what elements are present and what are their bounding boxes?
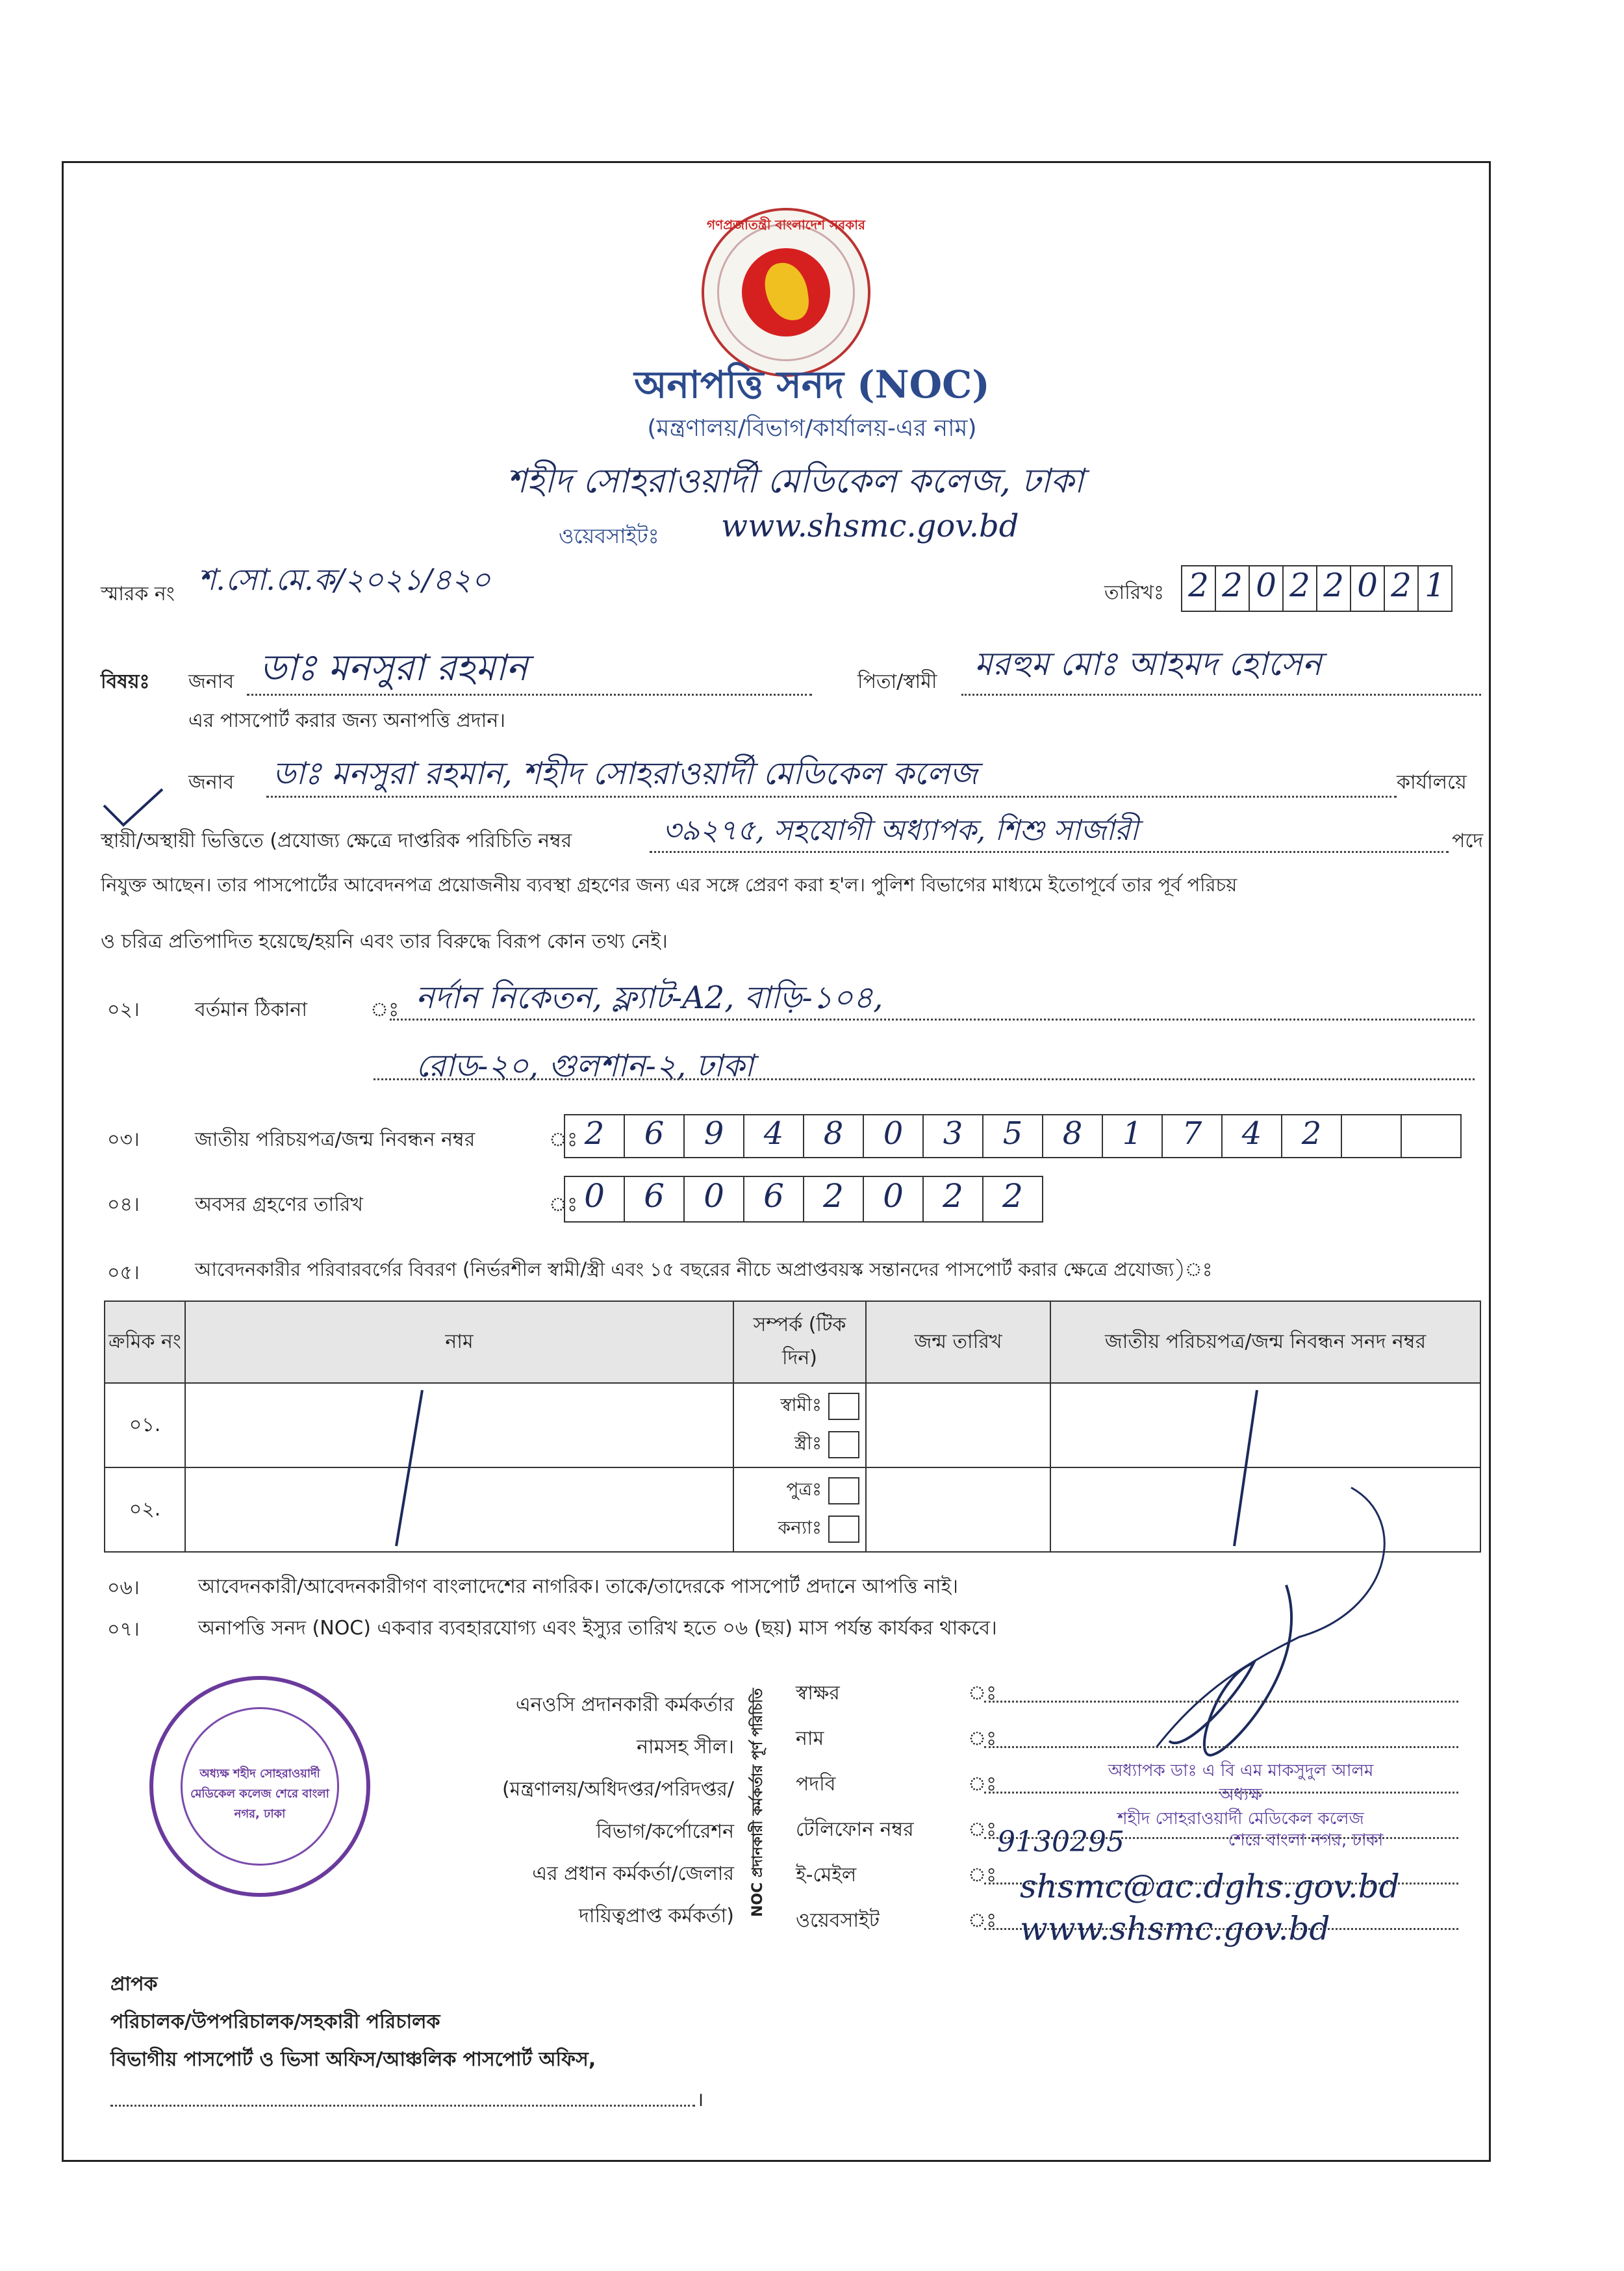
body-line2-suffix: পদে	[1452, 830, 1484, 852]
dotted-line	[110, 2105, 695, 2107]
retire-digit: 2	[1002, 1177, 1023, 1215]
line6: আবেদনকারী/আবেদনকারীগণ বাংলাদেশের নাগরিক। তাকে/তাদেরকে পাসপোর্ট প্রদানে আপত্তি নাই।	[198, 1575, 959, 1598]
date-digit: 2	[1216, 566, 1250, 611]
nid-digit: 5	[983, 1115, 1043, 1157]
colon: ঃ	[968, 1864, 997, 1886]
date-digit: 1	[1425, 566, 1445, 604]
official-id-value: ৩৯২৭৫, সহযোগী অধ্যাপক, শিশু সার্জারী	[663, 814, 1139, 847]
row-serial: ০১.	[105, 1383, 185, 1467]
address-line1: নর্দান নিকেতন, ফ্ল্যাট-A2, বাড়ি-১০৪,	[416, 980, 883, 1016]
colon: ঃ	[968, 1818, 997, 1841]
field-label-phone: টেলিফোন নম্বর	[796, 1818, 914, 1841]
retire-digit: 2	[924, 1177, 983, 1221]
field-label-signature: স্বাক্ষর	[796, 1682, 840, 1705]
dotted-line	[984, 1746, 1458, 1748]
date-digit: 2	[1182, 566, 1216, 611]
nid-digit: 4	[1223, 1115, 1282, 1157]
officer-line: (মন্ত্রণালয়/অধিদপ্তর/পরিদপ্তর/	[501, 1778, 734, 1801]
signature-mark	[1169, 1585, 1291, 1755]
retire-digit: 6	[625, 1177, 685, 1221]
nid-digit: 0	[864, 1115, 924, 1157]
signer-title: অধ্যক্ষ	[1219, 1785, 1262, 1805]
body-line3: নিযুক্ত আছেন। তার পাসপোর্টের আবেদনপত্র প্রয়োজনীয় ব্যবস্থা গ্রহণের জন্য এর সঙ্গে প্রেরণ করা হ'ল। পুলিশ বিভাগের মাধ্যমে ইতোপূর্বে তার পূর্ব পরিচয়	[101, 874, 1237, 896]
address-line2: রোড-২০, গুলশান-২, ঢাকা	[416, 1048, 754, 1084]
nid-digit: 9	[685, 1115, 744, 1157]
nid-digit: 2	[1282, 1115, 1342, 1157]
retire-digit: 6	[744, 1177, 804, 1221]
field-label-website: ওয়েবসাইট	[796, 1909, 880, 1932]
subject-label: বিষয়ঃ	[101, 670, 150, 693]
officer-line: বিভাগ/কর্পোরেশন	[596, 1820, 734, 1843]
strike-line	[396, 1390, 422, 1546]
nid-digit: 3	[924, 1115, 983, 1157]
relation-label: কন্যাঃ	[778, 1517, 822, 1538]
line7: অনাপত্তি সনদ (NOC) একবার ব্যবহারযোগ্য এবং ইস্যুর তারিখ হতে ০৬ (ছয়) মাস পর্যন্ত কার্যকর থাকবে।	[198, 1617, 997, 1640]
email-value: shsmc@ac.dghs.gov.bd	[1020, 1868, 1400, 1905]
relation-label: স্বামীঃ	[780, 1394, 822, 1415]
nid-digit: 4	[744, 1115, 804, 1157]
signature-flourish	[1156, 1488, 1384, 1747]
office-name: শহীদ সোহরাওয়ার্দী মেডিকেল কলেজ, ঢাকা	[507, 462, 1084, 501]
colon: ঃ	[370, 998, 400, 1021]
subject-line2: এর পাসপোর্ট করার জন্য অনাপত্তি প্রদান।	[188, 709, 505, 732]
officer-line: নামসহ সীল।	[637, 1736, 734, 1758]
father-name: মরহুম মোঃ আহমদ হোসেন	[974, 645, 1322, 683]
date-digit: 0	[1250, 566, 1284, 611]
item-number: ০৬।	[107, 1577, 140, 1599]
body-line2-prefix: স্থায়ী/অস্থায়ী ভিত্তিতে (প্রযোজ্য ক্ষেত্রে দাপ্তরিক পরিচিতি নম্বর	[101, 830, 572, 852]
office-stamp	[149, 1676, 370, 1897]
office-suffix: কার্যালয়ে	[1397, 771, 1467, 794]
recipient-label: প্রাপক	[110, 1973, 158, 1996]
nid-digit: 8	[1043, 1115, 1103, 1157]
item-number: ০৭।	[107, 1618, 140, 1641]
colon: ঃ	[968, 1773, 997, 1795]
body-janab: জনাব	[188, 771, 235, 794]
stamp-text: অধ্যক্ষ শহীদ সোহরাওয়ার্দী মেডিকেল কলেজ শেরে বাংলা নগর, ঢাকা	[190, 1767, 329, 1821]
retire-digit: 2	[804, 1177, 864, 1221]
recipient-end: ।	[696, 2088, 704, 2111]
memo-label: স্মারক নং	[101, 583, 175, 605]
item-number: ০৩।	[107, 1128, 140, 1151]
website-value-footer: www.shsmc.gov.bd	[1020, 1910, 1330, 1947]
dotted-line	[984, 1701, 1458, 1703]
website-label: ওয়েবসাইটঃ	[559, 524, 659, 548]
nid-digit: 7	[1163, 1115, 1223, 1157]
header-name: নাম	[185, 1301, 733, 1383]
phone-value: 9130295	[997, 1825, 1124, 1859]
subject-janab: জনাব	[188, 670, 235, 693]
colon: ঃ	[968, 1727, 997, 1750]
officer-line: এর প্রধান কর্মকর্তা/জেলার	[532, 1862, 734, 1885]
date-digit: 2	[1385, 566, 1419, 611]
date-digit: 0	[1351, 566, 1385, 611]
memo-value: শ.সো.মে.ক/২০২১/৪২০	[198, 562, 491, 597]
nid-digit: 6	[625, 1115, 685, 1157]
website-value: www.shsmc.gov.bd	[721, 508, 1019, 544]
date-digit: 2	[1317, 566, 1351, 611]
item-number: ০২।	[107, 998, 140, 1021]
nid-digit: 2	[565, 1115, 625, 1157]
field-label-designation: পদবি	[796, 1773, 836, 1795]
colon: ঃ	[968, 1682, 997, 1705]
date-label: তারিখঃ	[1104, 581, 1164, 604]
header-relation: সম্পর্ক (টিক দিন)	[733, 1301, 866, 1383]
header-serial: ক্রমিক নং	[105, 1301, 185, 1383]
officer-line: এনওসি প্রদানকারী কর্মকর্তার	[515, 1694, 734, 1716]
signer-place: শেরে বাংলা নগর, ঢাকা	[1228, 1831, 1384, 1850]
page-title: অনাপত্তি সনদ (NOC)	[634, 362, 990, 407]
page-subtitle: (মন্ত্রণালয়/বিভাগ/কার্যালয়-এর নাম)	[647, 415, 977, 442]
colon: ঃ	[549, 1193, 578, 1216]
field-label-name: নাম	[796, 1727, 824, 1750]
nid-digit: 1	[1103, 1115, 1163, 1157]
signer-name: অধ্যাপক ডাঃ এ বি এম মাকসুদুল আলম	[1108, 1761, 1374, 1781]
strike-line	[1234, 1390, 1257, 1546]
retire-digit: 0	[864, 1177, 924, 1221]
recipient-line1: পরিচালক/উপপরিচালক/সহকারী পরিচালক	[110, 2011, 440, 2033]
item-number: ০৫।	[107, 1262, 140, 1284]
row-serial: ০২.	[105, 1467, 185, 1552]
relation-label: পুত্রঃ	[786, 1478, 822, 1500]
relation-label: স্ত্রীঃ	[794, 1432, 822, 1454]
colon: ঃ	[549, 1128, 578, 1151]
item-number: ০৪।	[107, 1193, 140, 1216]
retire-digit: 0	[565, 1177, 625, 1221]
applicant-name: ডাঃ মনসুরা রহমান	[260, 647, 528, 689]
retire-digit: 0	[685, 1177, 744, 1221]
nid-label: জাতীয় পরিচয়পত্র/জন্ম নিবন্ধন নম্বর	[195, 1128, 476, 1151]
recipient-line2: বিভাগীয় পাসপোর্ট ও ভিসা অফিস/আঞ্চলিক পাসপোর্ট অফিস,	[110, 2048, 596, 2071]
tick-mark-icon	[104, 789, 162, 825]
body-name-office: ডাঃ মনসুরা রহমান, শহীদ সোহরাওয়ার্দী মেডিকেল কলেজ	[273, 755, 978, 792]
family-label: আবেদনকারীর পরিবারবর্গের বিবরণ (নির্ভরশীল স্বামী/স্ত্রী এবং ১৫ বছরের নীচে অপ্রাপ্তবয়স্ক সন্তানদের পাসপোর্ট করার ক্ষেত্রে প্রযোজ্য)ঃ	[195, 1258, 1213, 1280]
seal-label: গণপ্রজাতন্ত্রী বাংলাদেশ সরকার	[707, 217, 865, 233]
body-line4: ও চরিত্র প্রতিপাদিত হয়েছে/হয়নি এবং তার বিরুদ্ধে বিরূপ কোন তথ্য নেই।	[101, 930, 668, 953]
header-dob: জন্ম তারিখ	[866, 1301, 1050, 1383]
retire-label: অবসর গ্রহণের তারিখ	[195, 1193, 363, 1216]
vertical-caption: NOC প্রদানকারী কর্মকর্তার পূর্ণ পরিচিতি	[750, 1688, 766, 1918]
officer-line: দায়িত্বপ্রাপ্ত কর্মকর্তা)	[579, 1905, 734, 1927]
field-label-email: ই-মেইল	[796, 1864, 857, 1886]
nid-digit: 8	[804, 1115, 864, 1157]
address-label: বর্তমান ঠিকানা	[195, 998, 307, 1021]
father-label: পিতা/স্বামী	[857, 670, 937, 693]
colon: ঃ	[968, 1909, 997, 1932]
signer-org: শহীদ সোহরাওয়ার্দী মেডিকেল কলেজ	[1117, 1809, 1364, 1829]
header-nid: জাতীয় পরিচয়পত্র/জন্ম নিবন্ধন সনদ নম্বর	[1050, 1301, 1480, 1383]
date-digit: 2	[1284, 566, 1317, 611]
